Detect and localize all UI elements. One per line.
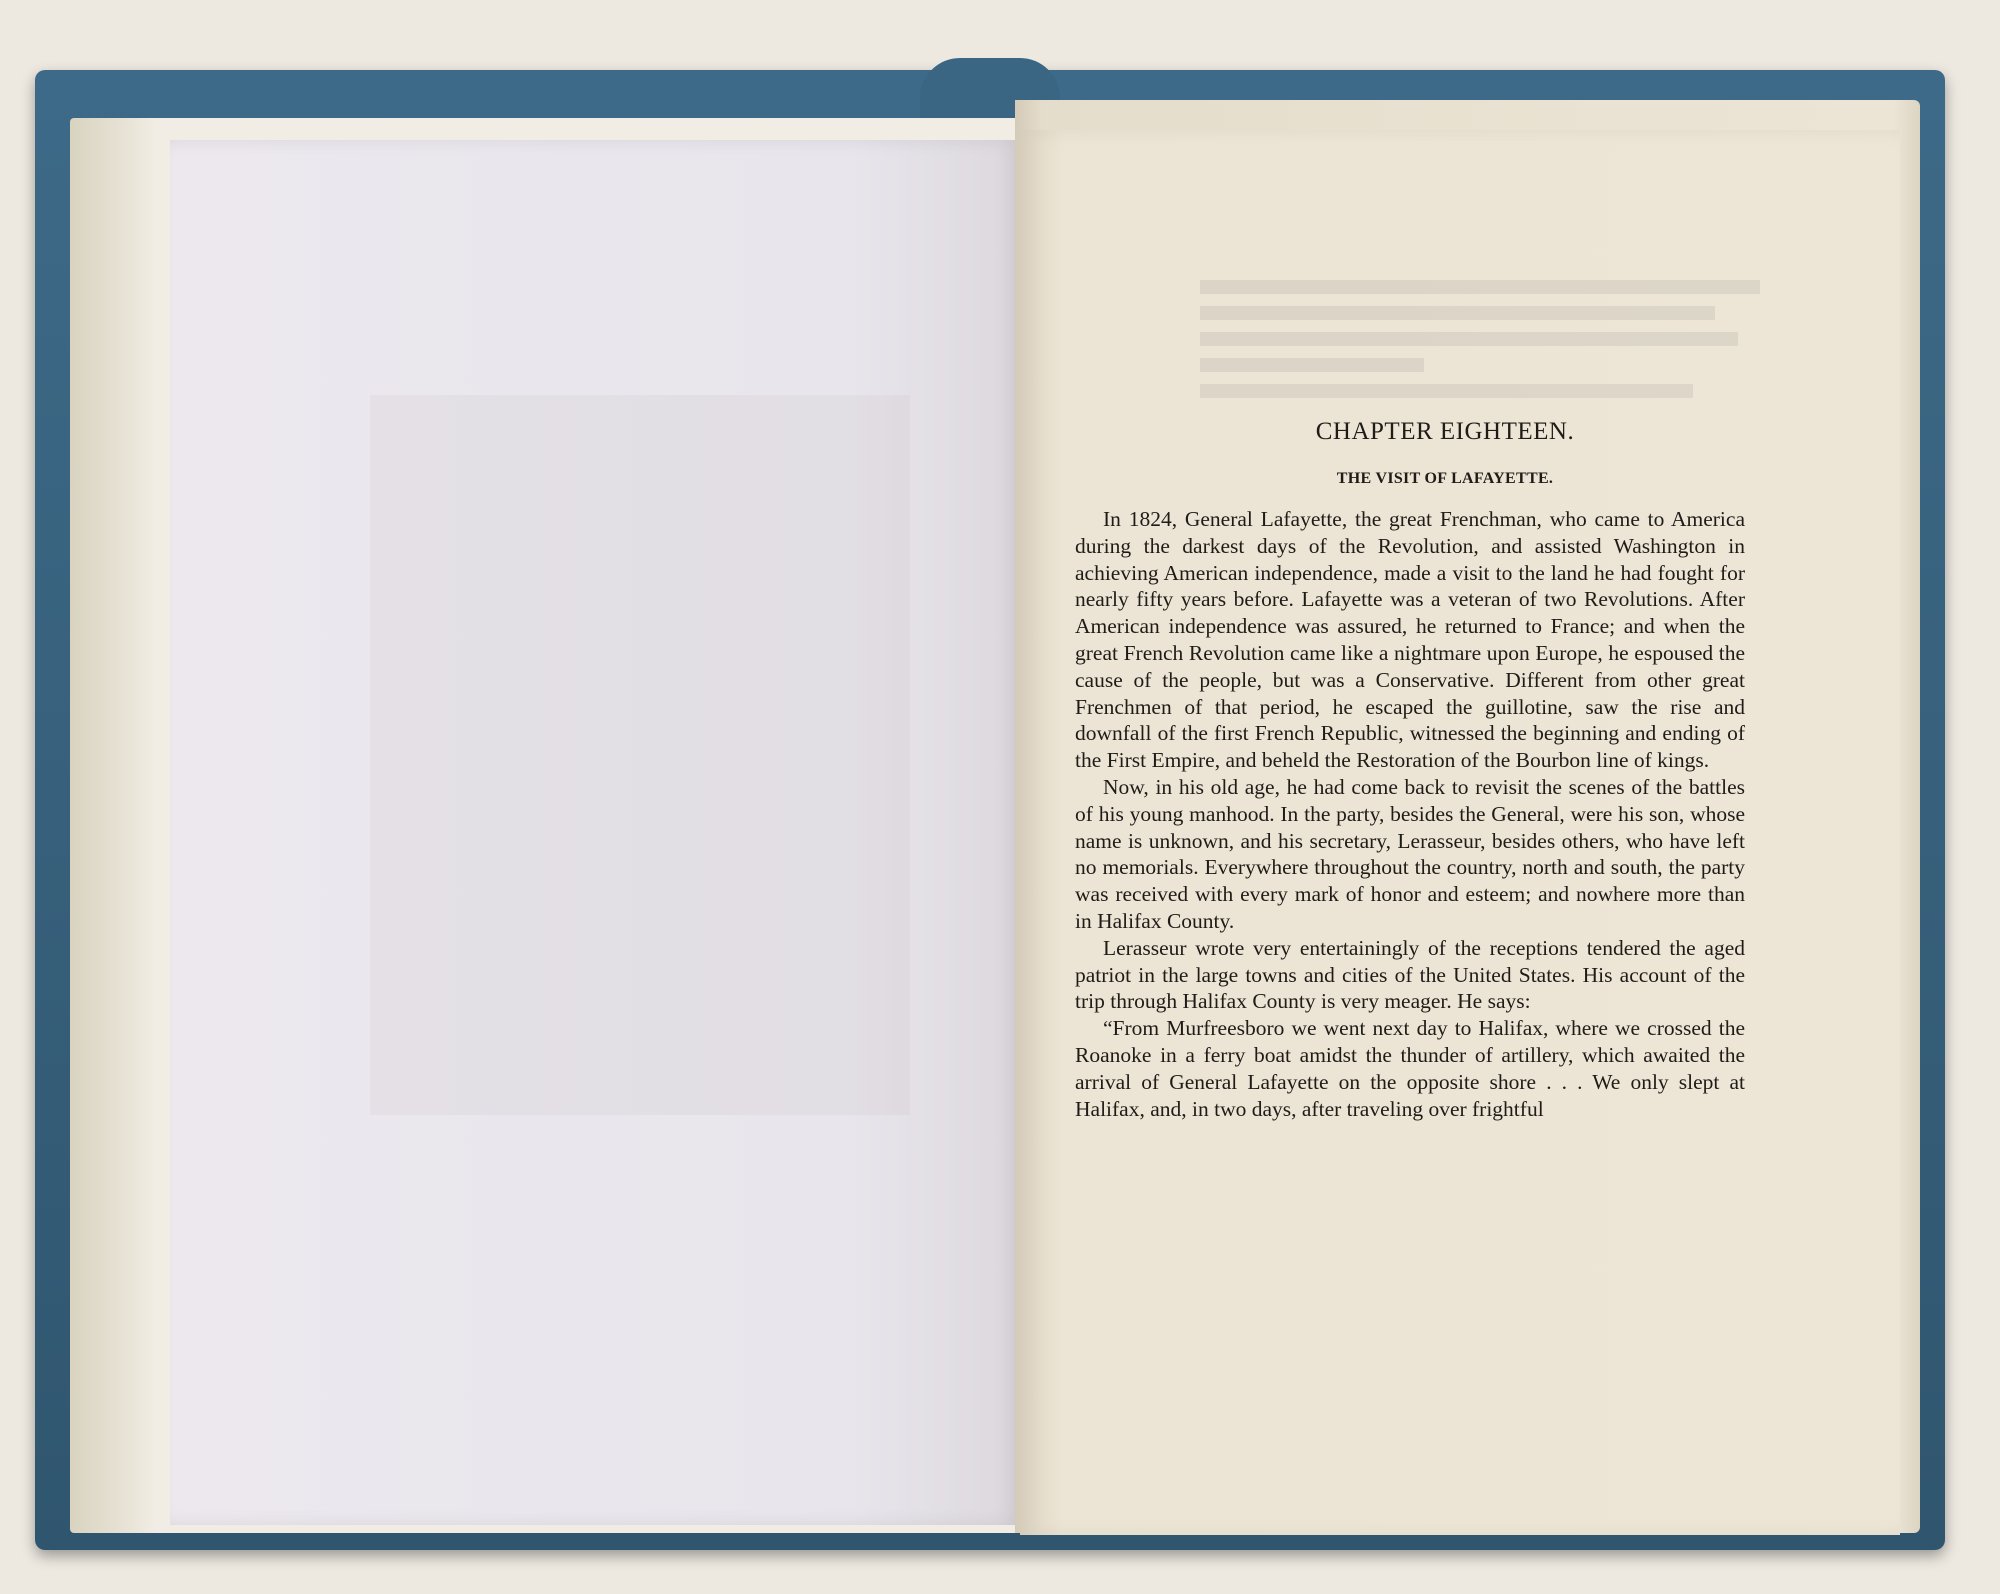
- show-through-image: [370, 395, 910, 1115]
- paragraph-3: Lerasseur wrote very entertainingly of the receptions tendered the aged patriot in the large towns and cities of the United States. His account of the trip through Halifax County is very meager. He says:: [1075, 935, 1745, 1014]
- show-through-text: [1200, 280, 1760, 430]
- section-title: THE VISIT OF LAFAYETTE.: [1336, 470, 1554, 487]
- paragraph-4: “From Murfreesboro we went next day to Halifax, where we crossed the Roanoke in a ferry boat amidst the thunder of artillery, which awaited the arrival of General Lafayette on the opposite shore . . . We only slept at Halifax, and, in two days, after traveling over frightful: [1075, 1016, 1745, 1121]
- paragraph-2: Now, in his old age, he had come back to revisit the scenes of the battles of his young manhood. In the party, besides the General, were his son, whose name is unknown, and his secretary, Lerasseur, besides others, who have left no memorials. Everywhere throughout the country, north and south, the party was received with every mark of honor and esteem; and nowhere more than in Halifax County.: [1075, 774, 1745, 933]
- paragraph-1: In 1824, General Lafayette, the great Frenchman, who came to America during the darkest days of the Revolution, and assisted Washington in achieving American independence, made a visit to the land he had fought for nearly fifty years before. Lafayette was a veteran of two Revolutions. After American independence was assured, he returned to France; and when the great French Revolution came like a nightmare upon Europe, he espoused the cause of the people, but was a Conservative. Different from other great Frenchmen of that period, he escaped the guillotine, saw the rise and downfall of the first French Republic, witnessed the beginning and ending of the First Empire, and beheld the Restoration of the Bourbon line of kings.: [1075, 507, 1745, 773]
- page-text: [1075, 418, 1745, 1122]
- chapter-heading: CHAPTER EIGHTEEN.: [1315, 418, 1575, 445]
